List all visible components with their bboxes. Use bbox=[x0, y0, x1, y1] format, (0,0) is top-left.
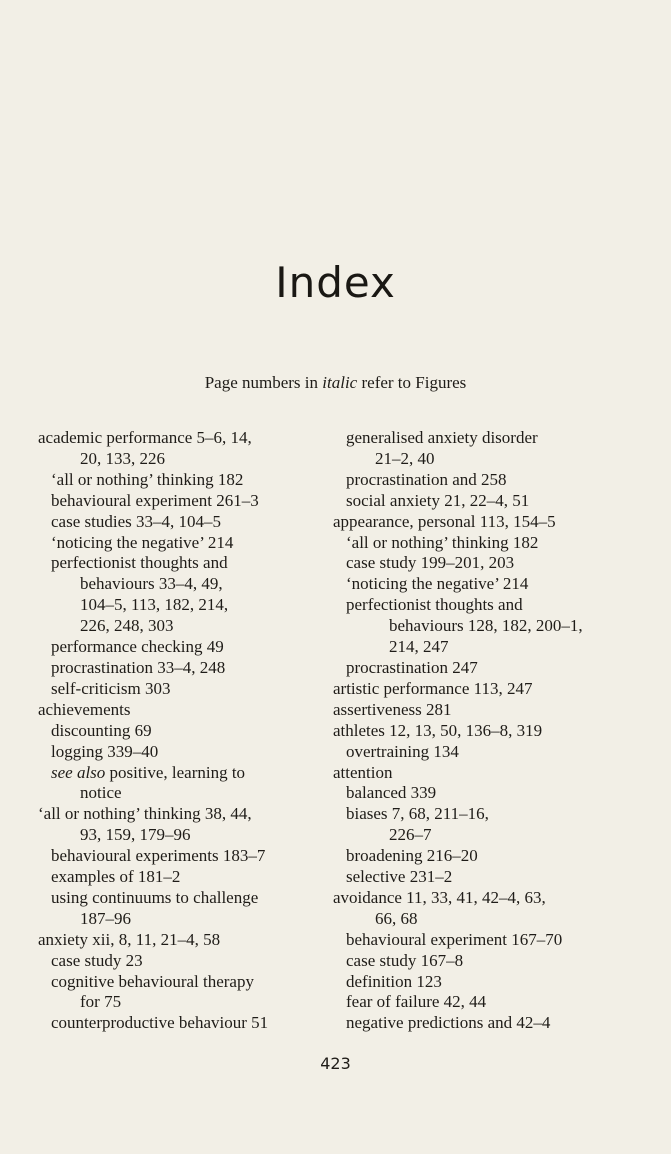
index-entry bbox=[38, 449, 338, 470]
index-entry bbox=[38, 888, 338, 909]
index-entry bbox=[38, 637, 338, 658]
index-entry-text: self-criticism 303 bbox=[51, 678, 171, 698]
index-entry bbox=[38, 595, 338, 616]
index-entry bbox=[38, 1013, 338, 1034]
index-entry-text: procrastination 247 bbox=[346, 657, 478, 677]
index-entry-text: case study 167–8 bbox=[346, 950, 464, 970]
index-entry bbox=[38, 700, 338, 721]
index-entry bbox=[38, 972, 338, 993]
index-entry-text: anxiety xii, 8, 11, 21–4, 58 bbox=[38, 929, 221, 949]
index-entry bbox=[38, 867, 338, 888]
index-entry-text: 66, 68 bbox=[375, 908, 418, 928]
index-entry bbox=[333, 512, 633, 533]
index-entry bbox=[333, 533, 633, 554]
index-entry bbox=[333, 951, 633, 972]
index-entry-text: positive, learning to bbox=[105, 762, 246, 782]
index-entry-text: procrastination and 258 bbox=[346, 469, 507, 489]
index-entry-text: using continuums to challenge bbox=[51, 887, 259, 907]
index-entry bbox=[38, 951, 338, 972]
index-entry bbox=[333, 637, 633, 658]
index-entry bbox=[333, 574, 633, 595]
index-entry bbox=[333, 428, 633, 449]
index-entry bbox=[333, 825, 633, 846]
index-entry bbox=[333, 763, 633, 784]
index-entry bbox=[38, 783, 338, 804]
index-entry-text: definition 123 bbox=[346, 971, 442, 991]
index-entry bbox=[38, 616, 338, 637]
index-entry bbox=[333, 846, 633, 867]
index-entry bbox=[38, 679, 338, 700]
index-entry-text: generalised anxiety disorder bbox=[346, 428, 538, 447]
index-entry-text: examples of 181–2 bbox=[51, 867, 181, 887]
index-entry bbox=[333, 553, 633, 574]
index-entry-text: assertiveness 281 bbox=[333, 699, 452, 719]
index-entry bbox=[333, 679, 633, 700]
index-entry bbox=[38, 992, 338, 1013]
index-entry-text: attention bbox=[333, 762, 393, 782]
index-entry-text: logging 339–40 bbox=[51, 741, 159, 761]
index-entry bbox=[333, 1013, 633, 1034]
index-entry-text: performance checking 49 bbox=[51, 637, 224, 657]
index-entry-text: behaviours 128, 182, 200–1, bbox=[389, 616, 583, 636]
index-entry bbox=[333, 783, 633, 804]
index-entry-text: ‘all or nothing’ thinking 182 bbox=[346, 532, 539, 552]
index-entry bbox=[38, 721, 338, 742]
index-entry-text: perfectionist thoughts and bbox=[51, 553, 228, 573]
index-entry-text: negative predictions and 42–4 bbox=[346, 1013, 551, 1033]
index-entry-text: 226–7 bbox=[389, 825, 432, 845]
index-entry bbox=[333, 658, 633, 679]
index-entry-text: fear of failure 42, 44 bbox=[346, 992, 487, 1012]
index-column-right bbox=[333, 428, 633, 1034]
index-entry bbox=[333, 888, 633, 909]
index-entry bbox=[38, 742, 338, 763]
index-entry-text: overtraining 134 bbox=[346, 741, 459, 761]
index-entry bbox=[333, 721, 633, 742]
index-entry-text: 226, 248, 303 bbox=[80, 616, 174, 636]
index-entry bbox=[38, 909, 338, 930]
index-entry bbox=[333, 867, 633, 888]
index-note bbox=[0, 373, 671, 393]
page-title: Index bbox=[275, 258, 396, 307]
index-entry bbox=[333, 616, 633, 637]
index-entry bbox=[38, 428, 338, 449]
index-column-left bbox=[38, 428, 338, 1034]
index-entry bbox=[333, 595, 633, 616]
index-entry-text: appearance, personal 113, 154–5 bbox=[333, 511, 556, 531]
index-entry bbox=[333, 972, 633, 993]
index-entry-text: artistic performance 113, 247 bbox=[333, 678, 533, 698]
index-entry bbox=[333, 992, 633, 1013]
index-entry-text: 187–96 bbox=[80, 908, 131, 928]
index-note-before: Page numbers in bbox=[204, 373, 323, 392]
index-entry bbox=[38, 763, 338, 784]
index-entry-text: discounting 69 bbox=[51, 720, 152, 740]
index-entry-text: social anxiety 21, 22–4, 51 bbox=[346, 490, 530, 510]
index-entry-text: behavioural experiment 167–70 bbox=[346, 929, 563, 949]
index-entry bbox=[38, 553, 338, 574]
index-entry-text: broadening 216–20 bbox=[346, 846, 478, 866]
index-entry bbox=[38, 846, 338, 867]
index-entry-text: 104–5, 113, 182, 214, bbox=[80, 595, 229, 615]
index-note-after: refer to Figures bbox=[357, 373, 467, 392]
index-entry bbox=[38, 574, 338, 595]
index-entry bbox=[38, 491, 338, 512]
index-entry-text: 20, 133, 226 bbox=[80, 448, 165, 468]
index-entry-text: counterproductive behaviour 51 bbox=[51, 1013, 269, 1033]
index-entry bbox=[333, 742, 633, 763]
index-entry-text: 21–2, 40 bbox=[375, 448, 435, 468]
index-entry bbox=[333, 491, 633, 512]
index-note-italic: italic bbox=[322, 373, 358, 392]
index-entry-text: for 75 bbox=[80, 992, 122, 1012]
index-entry bbox=[38, 470, 338, 491]
index-entry bbox=[333, 470, 633, 491]
index-entry-text: behavioural experiment 261–3 bbox=[51, 490, 259, 510]
page-number: 423 bbox=[320, 1054, 351, 1073]
index-entry-text: ‘all or nothing’ thinking 182 bbox=[51, 469, 244, 489]
index-entry bbox=[38, 930, 338, 951]
index-entry-text: ‘noticing the negative’ 214 bbox=[51, 532, 234, 552]
index-entry-text: avoidance 11, 33, 41, 42–4, 63, bbox=[333, 887, 546, 907]
index-entry-text: procrastination 33–4, 248 bbox=[51, 657, 226, 677]
index-entry-text: biases 7, 68, 211–16, bbox=[346, 804, 489, 824]
index-entry bbox=[38, 533, 338, 554]
index-entry bbox=[333, 930, 633, 951]
index-entry-text: achievements bbox=[38, 699, 131, 719]
index-entry-text: balanced 339 bbox=[346, 783, 437, 803]
index-entry bbox=[333, 909, 633, 930]
index-entry-text: perfectionist thoughts and bbox=[346, 595, 523, 615]
index-entry-text: notice bbox=[80, 783, 122, 803]
index-entry-text: 93, 159, 179–96 bbox=[80, 825, 191, 845]
index-entry-text: ‘noticing the negative’ 214 bbox=[346, 574, 529, 594]
index-entry bbox=[333, 449, 633, 470]
index-entry-text: 214, 247 bbox=[389, 637, 449, 657]
index-entry bbox=[38, 512, 338, 533]
index-entry-text: behavioural experiments 183–7 bbox=[51, 846, 266, 866]
index-entry-text: cognitive behavioural therapy bbox=[51, 971, 254, 991]
index-entry bbox=[333, 700, 633, 721]
index-entry-text: behaviours 33–4, 49, bbox=[80, 574, 223, 594]
index-entry bbox=[38, 658, 338, 679]
index-entry bbox=[38, 825, 338, 846]
index-entry bbox=[333, 804, 633, 825]
index-entry-text: academic performance 5–6, 14, bbox=[38, 428, 252, 447]
index-entry-text: athletes 12, 13, 50, 136–8, 319 bbox=[333, 720, 543, 740]
index-entry-text: case study 199–201, 203 bbox=[346, 553, 515, 573]
index-entry-text: selective 231–2 bbox=[346, 867, 453, 887]
index-entry bbox=[38, 804, 338, 825]
index-entry-text: case studies 33–4, 104–5 bbox=[51, 511, 221, 531]
index-entry-text: ‘all or nothing’ thinking 38, 44, bbox=[38, 804, 252, 824]
index-entry-italic: see also bbox=[51, 762, 106, 782]
index-entry-text: case study 23 bbox=[51, 950, 143, 970]
